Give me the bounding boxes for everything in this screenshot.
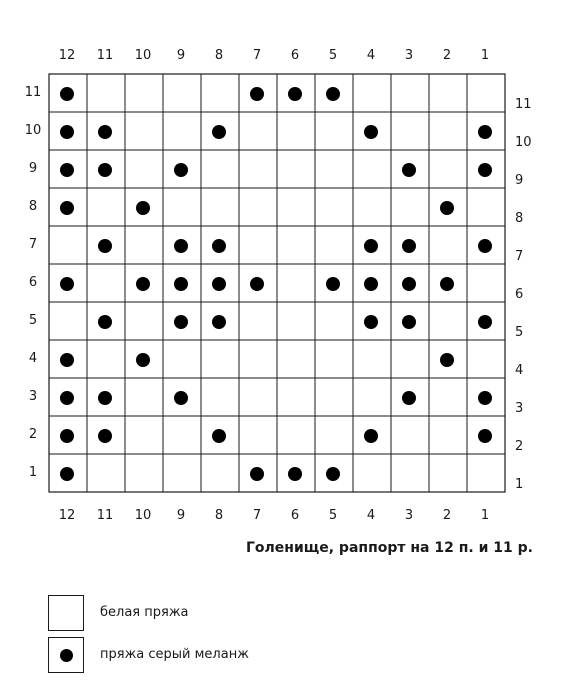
row-number-right: 8 — [515, 211, 524, 226]
row-number-left: 9 — [28, 161, 38, 176]
gray-melange-stitch-dot — [98, 125, 112, 139]
row-number-left: 6 — [28, 275, 38, 290]
gray-melange-stitch-dot — [440, 201, 454, 215]
column-number-top: 3 — [404, 48, 414, 63]
row-number-right: 11 — [515, 97, 532, 112]
gray-melange-stitch-dot — [98, 391, 112, 405]
gray-melange-stitch-dot — [212, 125, 226, 139]
gray-melange-stitch-dot — [212, 239, 226, 253]
column-number-bottom: 5 — [328, 508, 338, 523]
legend-white-yarn-swatch — [48, 595, 84, 631]
gray-melange-stitch-dot — [136, 353, 150, 367]
legend-gray-melange-label: пряжа серый меланж — [100, 647, 249, 662]
gray-melange-stitch-dot — [174, 315, 188, 329]
column-number-top: 10 — [134, 48, 152, 63]
gray-melange-stitch-dot — [364, 277, 378, 291]
gray-melange-stitch-dot — [478, 163, 492, 177]
gray-melange-stitch-dot — [402, 315, 416, 329]
column-number-bottom: 10 — [134, 508, 152, 523]
row-number-left: 4 — [28, 351, 38, 366]
gray-melange-stitch-dot — [250, 277, 264, 291]
row-number-right: 4 — [515, 363, 524, 378]
gray-melange-stitch-dot — [402, 277, 416, 291]
row-number-left: 10 — [24, 123, 42, 138]
gray-melange-stitch-dot — [136, 201, 150, 215]
gray-melange-stitch-dot — [250, 467, 264, 481]
column-number-top: 6 — [290, 48, 300, 63]
column-number-top: 4 — [366, 48, 376, 63]
gray-melange-stitch-dot — [174, 391, 188, 405]
gray-melange-stitch-dot — [288, 87, 302, 101]
column-number-bottom: 1 — [480, 508, 490, 523]
row-number-right: 6 — [515, 287, 524, 302]
gray-melange-stitch-dot — [288, 467, 302, 481]
chart-title: Голенище, раппорт на 12 п. и 11 р. — [246, 540, 533, 556]
row-number-left: 2 — [28, 427, 38, 442]
row-number-left: 3 — [28, 389, 38, 404]
column-number-bottom: 7 — [252, 508, 262, 523]
gray-melange-stitch-dot — [60, 391, 74, 405]
gray-melange-stitch-dot — [60, 277, 74, 291]
legend-gray-melange-swatch — [48, 637, 84, 673]
gray-melange-stitch-dot — [364, 239, 378, 253]
gray-melange-stitch-dot — [402, 239, 416, 253]
gray-melange-stitch-dot — [174, 163, 188, 177]
gray-melange-stitch-dot — [326, 87, 340, 101]
row-number-left: 8 — [28, 199, 38, 214]
gray-melange-stitch-dot — [478, 315, 492, 329]
row-number-left: 1 — [28, 465, 38, 480]
column-number-bottom: 6 — [290, 508, 300, 523]
column-number-bottom: 9 — [176, 508, 186, 523]
legend-white-yarn-label: белая пряжа — [100, 605, 189, 620]
row-number-left: 11 — [24, 85, 42, 100]
gray-melange-stitch-dot — [136, 277, 150, 291]
gray-melange-stitch-dot — [478, 391, 492, 405]
gray-melange-stitch-dot — [98, 315, 112, 329]
dot-icon — [60, 649, 73, 662]
gray-melange-stitch-dot — [60, 429, 74, 443]
row-number-right: 5 — [515, 325, 524, 340]
gray-melange-stitch-dot — [60, 467, 74, 481]
row-number-left: 7 — [28, 237, 38, 252]
gray-melange-stitch-dot — [212, 315, 226, 329]
row-number-left: 5 — [28, 313, 38, 328]
column-number-top: 7 — [252, 48, 262, 63]
gray-melange-stitch-dot — [250, 87, 264, 101]
column-number-top: 5 — [328, 48, 338, 63]
gray-melange-stitch-dot — [478, 125, 492, 139]
column-number-top: 1 — [480, 48, 490, 63]
gray-melange-stitch-dot — [364, 125, 378, 139]
column-number-bottom: 2 — [442, 508, 452, 523]
gray-melange-stitch-dot — [402, 391, 416, 405]
column-number-bottom: 3 — [404, 508, 414, 523]
row-number-right: 7 — [515, 249, 524, 264]
gray-melange-stitch-dot — [440, 277, 454, 291]
column-number-top: 11 — [96, 48, 114, 63]
column-number-top: 12 — [58, 48, 76, 63]
gray-melange-stitch-dot — [174, 277, 188, 291]
gray-melange-stitch-dot — [60, 201, 74, 215]
gray-melange-stitch-dot — [60, 87, 74, 101]
column-number-bottom: 4 — [366, 508, 376, 523]
column-number-top: 2 — [442, 48, 452, 63]
column-number-top: 8 — [214, 48, 224, 63]
row-number-right: 9 — [515, 173, 524, 188]
gray-melange-stitch-dot — [60, 125, 74, 139]
gray-melange-stitch-dot — [402, 163, 416, 177]
column-number-bottom: 11 — [96, 508, 114, 523]
row-number-right: 2 — [515, 439, 524, 454]
gray-melange-stitch-dot — [212, 277, 226, 291]
column-number-bottom: 12 — [58, 508, 76, 523]
column-number-top: 9 — [176, 48, 186, 63]
row-number-right: 1 — [515, 477, 524, 492]
gray-melange-stitch-dot — [440, 353, 454, 367]
column-number-bottom: 8 — [214, 508, 224, 523]
gray-melange-stitch-dot — [364, 315, 378, 329]
gray-melange-stitch-dot — [212, 429, 226, 443]
row-number-right: 10 — [515, 135, 532, 150]
gray-melange-stitch-dot — [60, 353, 74, 367]
gray-melange-stitch-dot — [326, 467, 340, 481]
row-number-right: 3 — [515, 401, 524, 416]
gray-melange-stitch-dot — [326, 277, 340, 291]
gray-melange-stitch-dot — [364, 429, 378, 443]
gray-melange-stitch-dot — [60, 163, 74, 177]
gray-melange-stitch-dot — [174, 239, 188, 253]
gray-melange-stitch-dot — [98, 239, 112, 253]
gray-melange-stitch-dot — [98, 163, 112, 177]
gray-melange-stitch-dot — [478, 429, 492, 443]
gray-melange-stitch-dot — [478, 239, 492, 253]
gray-melange-stitch-dot — [98, 429, 112, 443]
